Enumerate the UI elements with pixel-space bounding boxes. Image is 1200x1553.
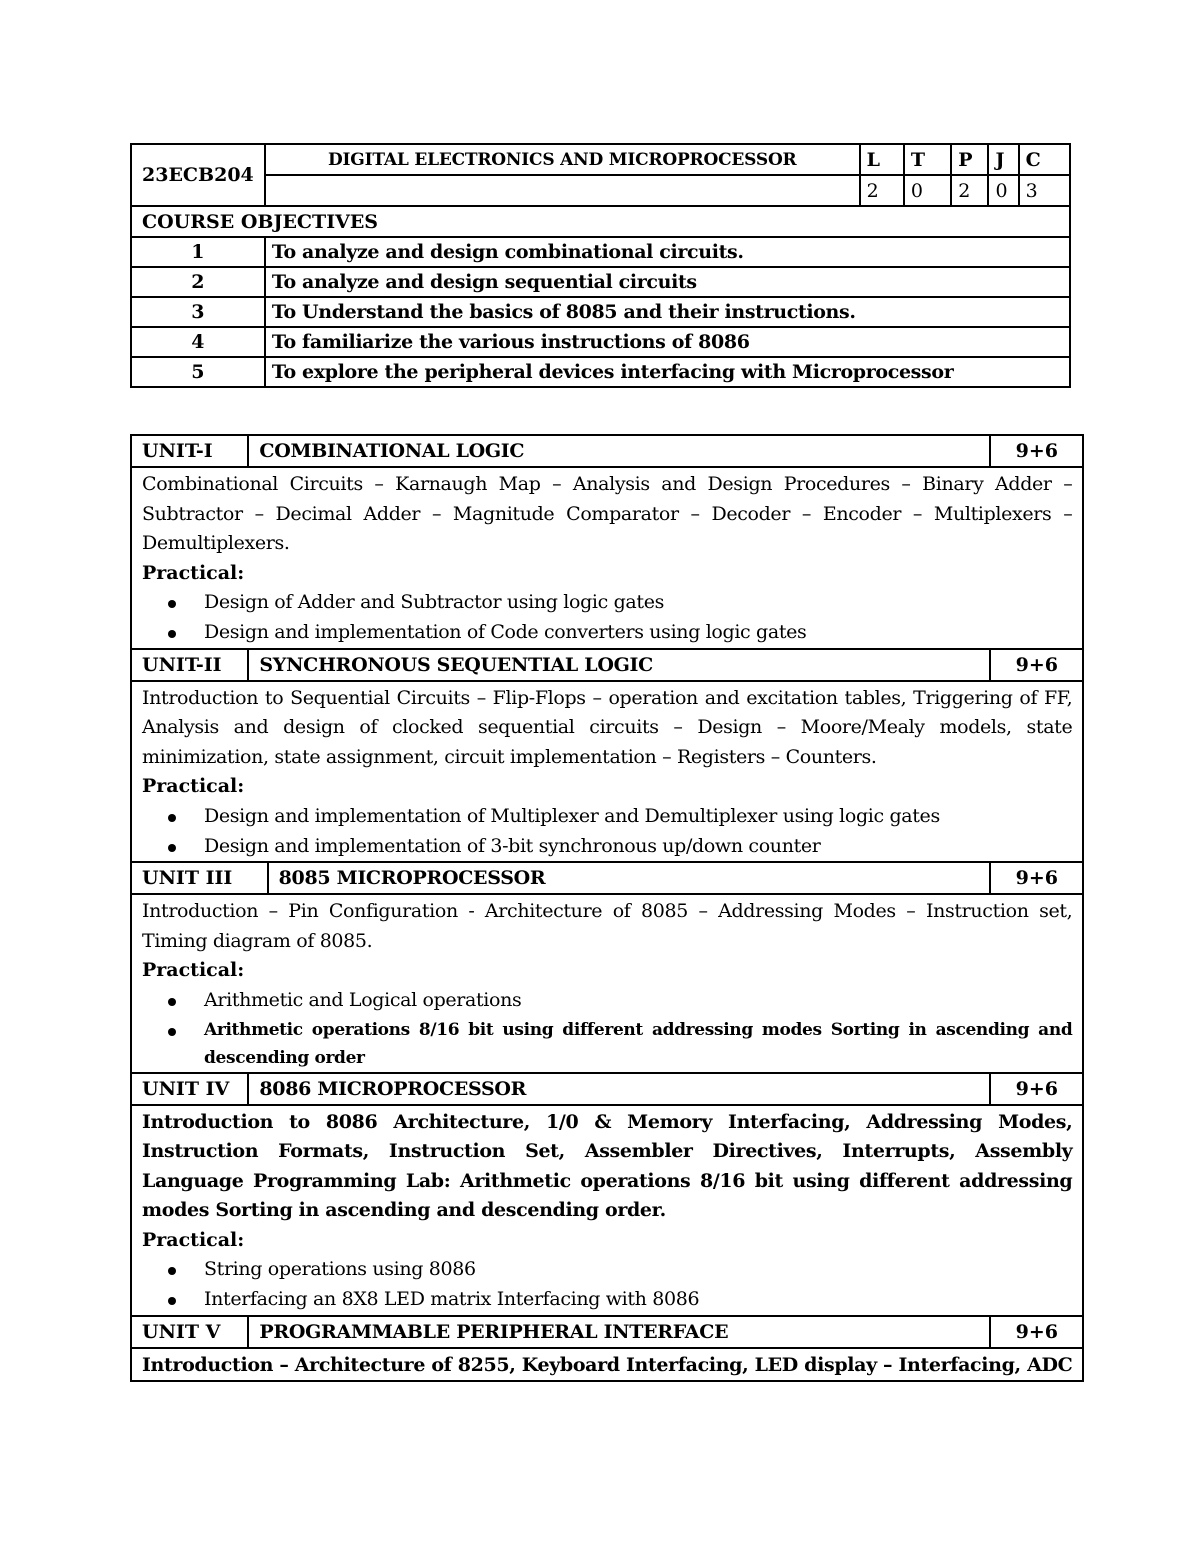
unit-hours: 9+6 [990, 862, 1083, 894]
course-title: DIGITAL ELECTRONICS AND MICROPROCESSOR [265, 144, 860, 175]
ltpjc-header-j: J [988, 144, 1018, 175]
objective-number: 2 [131, 267, 265, 297]
practical-item: Design and implementation of Code converters using logic gates [204, 618, 1072, 648]
objective-text: To familiarize the various instructions of 8086 [265, 327, 1070, 357]
unit-title: PROGRAMMABLE PERIPHERAL INTERFACE [248, 1316, 990, 1348]
practical-label: Practical: [142, 775, 245, 798]
unit-description: Combinational Circuits – Karnaugh Map – Analysis and Design Procedures – Binary Adder – Subtractor – Decimal Adder – Magnitude Comparator – Decoder – Encoder – Multiplexers – Demultiplexers. [142, 473, 1073, 555]
ltpjc-value-t: 0 [904, 175, 951, 206]
practical-item: Design and implementation of 3-bit synchronous up/down counter [204, 832, 1072, 862]
objective-row [131, 237, 1070, 267]
unit-hours: 9+6 [990, 435, 1083, 467]
practical-list [142, 986, 1072, 1072]
practical-list [142, 588, 1072, 647]
objective-number: 5 [131, 357, 265, 387]
objective-number: 3 [131, 297, 265, 327]
unit-label: UNIT-II [131, 649, 248, 681]
course-code: 23ECB204 [131, 144, 265, 206]
unit-title: 8085 MICROPROCESSOR [268, 862, 991, 894]
practical-label: Practical: [142, 1228, 245, 1251]
unit-header-row [131, 649, 1083, 681]
objective-text: To Understand the basics of 8085 and their instructions. [265, 297, 1070, 327]
unit-title: COMBINATIONAL LOGIC [248, 435, 990, 467]
objective-row [131, 327, 1070, 357]
objective-row [131, 357, 1070, 387]
ltpjc-value-p: 2 [951, 175, 988, 206]
unit-label: UNIT V [131, 1316, 248, 1348]
objective-row [131, 297, 1070, 327]
unit-title: 8086 MICROPROCESSOR [248, 1073, 990, 1105]
objective-text: To analyze and design combinational circuits. [265, 237, 1070, 267]
objective-number: 1 [131, 237, 265, 267]
ltpjc-value-c: 3 [1019, 175, 1070, 206]
unit-body-row [131, 467, 1083, 649]
practical-label: Practical: [142, 959, 245, 982]
unit-body-row [131, 894, 1083, 1072]
practical-list [142, 1255, 1072, 1314]
unit-body [131, 1105, 1083, 1316]
practical-item: Design and implementation of Multiplexer and Demultiplexer using logic gates [204, 802, 1072, 832]
practical-list [142, 802, 1072, 861]
unit-body [131, 1348, 1083, 1382]
practical-item: Arithmetic operations 8/16 bit using different addressing modes Sorting in ascending and descending order [204, 1016, 1072, 1072]
ltpjc-value-l: 2 [860, 175, 904, 206]
unit-header-row [131, 1073, 1083, 1105]
unit-hours: 9+6 [990, 1316, 1083, 1348]
unit-description: Introduction to Sequential Circuits – Flip-Flops – operation and excitation tables, Triggering of FF, Analysis and design of clocked sequential circuits – Design – Moore/Mealy models, state minimization, state assignment, circuit implementation – Registers – Counters. [142, 686, 1073, 768]
unit-body [131, 681, 1083, 863]
unit-header-row [131, 862, 1083, 894]
unit-body [131, 467, 1083, 649]
unit-body-row [131, 1105, 1083, 1316]
unit-header-row [131, 1316, 1083, 1348]
ltpjc-header-c: C [1019, 144, 1070, 175]
practical-item: Design of Adder and Subtractor using logic gates [204, 588, 1072, 618]
unit-label: UNIT III [131, 862, 268, 894]
course-title-blank [265, 175, 860, 206]
unit-hours: 9+6 [990, 649, 1083, 681]
ltpjc-header-t: T [904, 144, 951, 175]
unit-label: UNIT-I [131, 435, 248, 467]
unit-description: Introduction – Architecture of 8255, Keyboard Interfacing, LED display – Interfacing, ADC [142, 1353, 1073, 1376]
objective-text: To analyze and design sequential circuits [265, 267, 1070, 297]
course-header-table [130, 143, 1071, 388]
objective-number: 4 [131, 327, 265, 357]
unit-description: Introduction – Pin Configuration - Architecture of 8085 – Addressing Modes – Instruction set, Timing diagram of 8085. [142, 900, 1073, 952]
unit-description: Introduction to 8086 Architecture, 1/0 & Memory Interfacing, Addressing Modes, Instruction Formats, Instruction Set, Assembler Directives, Interrupts, Assembly Language Programming Lab: Arithmetic operations 8/16 bit using different addressing modes Sorting in ascending and descending order. [142, 1110, 1073, 1222]
course-objectives-heading: COURSE OBJECTIVES [131, 206, 1070, 237]
unit-label: UNIT IV [131, 1073, 248, 1105]
unit-header-row [131, 435, 1083, 467]
unit-body [131, 894, 1083, 1072]
unit-title: SYNCHRONOUS SEQUENTIAL LOGIC [248, 649, 990, 681]
practical-label: Practical: [142, 561, 245, 584]
practical-item: String operations using 8086 [204, 1255, 1072, 1285]
ltpjc-header-l: L [860, 144, 904, 175]
unit-hours: 9+6 [990, 1073, 1083, 1105]
ltpjc-value-j: 0 [988, 175, 1018, 206]
ltpjc-header-p: P [951, 144, 988, 175]
practical-item: Arithmetic and Logical operations [204, 986, 1072, 1016]
practical-item: Interfacing an 8X8 LED matrix Interfacing with 8086 [204, 1285, 1072, 1315]
objective-text: To explore the peripheral devices interfacing with Microprocessor [265, 357, 1070, 387]
unit-body-row [131, 681, 1083, 863]
unit-body-row [131, 1348, 1083, 1382]
objective-row [131, 267, 1070, 297]
units-table [130, 434, 1084, 1382]
